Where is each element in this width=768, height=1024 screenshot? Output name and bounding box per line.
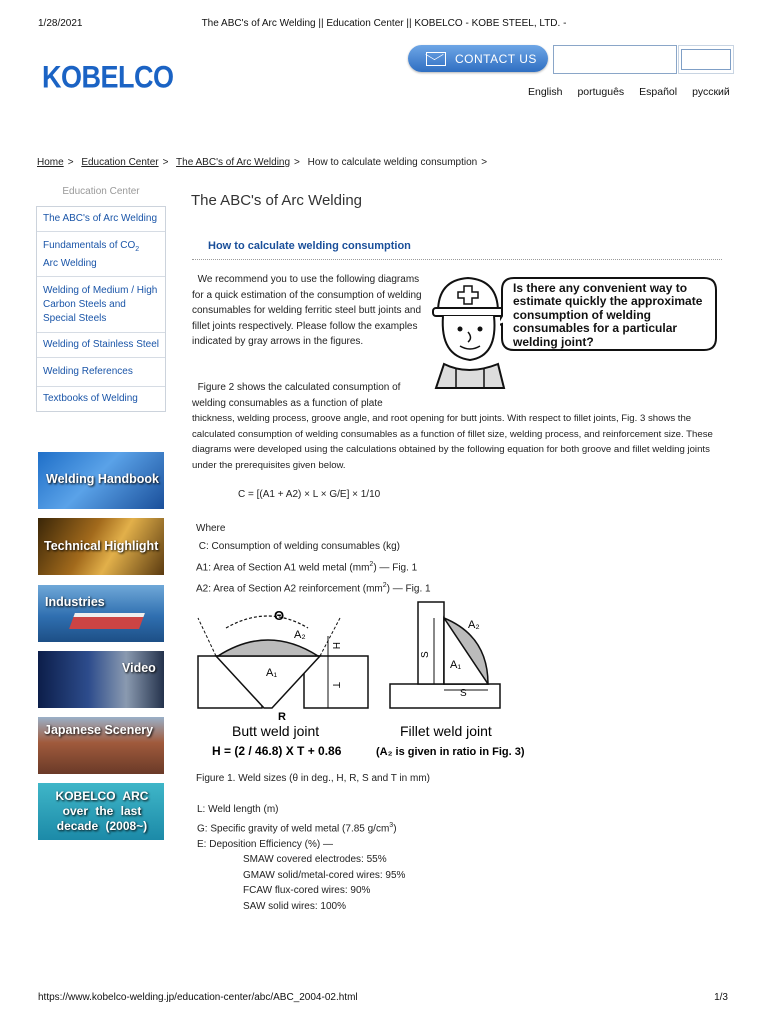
breadcrumb-home[interactable]: Home xyxy=(37,157,64,168)
language-switcher xyxy=(528,86,745,98)
lang-english[interactable]: English xyxy=(528,86,563,98)
efficiency-fcaw: FCAW flux-cored wires: 90% xyxy=(243,885,371,897)
theta-label: Θ xyxy=(274,608,285,623)
efficiency-gmaw: GMAW solid/metal-cored wires: 95% xyxy=(243,869,406,881)
kobelco-logo[interactable]: KOBELCO xyxy=(42,60,174,95)
banner-industries[interactable]: Industries xyxy=(38,585,164,642)
s-label-horizontal: S xyxy=(460,688,467,699)
a1-label-fillet: A₁ xyxy=(450,659,462,671)
efficiency-saw: SAW solid wires: 100% xyxy=(243,900,346,912)
lang-russian[interactable]: русский xyxy=(692,86,730,98)
fillet-joint-title: Fillet weld joint xyxy=(400,723,492,739)
print-url: https://www.kobelco-welding.jp/education-center/abc/ABC_2004-02.html xyxy=(38,992,358,1003)
section-title: How to calculate welding consumption xyxy=(208,240,411,252)
contact-us-button[interactable] xyxy=(408,45,548,72)
breadcrumb-abc-arc-welding[interactable]: The ABC's of Arc Welding xyxy=(176,157,291,168)
breadcrumb-education-center[interactable]: Education Center xyxy=(81,157,159,168)
a1-label-butt: A₁ xyxy=(266,667,278,679)
envelope-icon xyxy=(426,52,446,66)
butt-joint-title: Butt weld joint xyxy=(232,723,320,739)
print-title: The ABC's of Arc Welding || Education Center || KOBELCO - KOBE STEEL, LTD. - xyxy=(201,18,567,29)
s-label-vertical: S xyxy=(420,651,431,658)
sidebar-menu xyxy=(36,206,166,412)
fillet-joint-note: (A₂ is given in ratio in Fig. 3) xyxy=(376,746,525,758)
a1-definition: A1: Area of Section A1 weld metal $(mm^2)$ — Fig. 1 xyxy=(196,561,418,574)
figure2-paragraph-rest: thickness, welding process, groove angle, and root opening for butt joints. With respect to fillet joints, Fig. 3 shows the calculated consumption of welding consumables as a function of fillet size, welding process, and reinforcement size. These diagrams were developed using the calculations obtained by the following equation for both groove and fillet welding joints under the prerequisites given below. xyxy=(192,413,713,471)
g-definition: G: Specific gravity of weld metal (7.85 $g/cm^3$) xyxy=(197,821,397,834)
figure1-caption: Figure 1. Weld sizes (θ in deg., H, R, S and T in mm) xyxy=(196,773,430,784)
sidebar-item-co2-fundamentals[interactable]: Fundamentals of $CO_2$ Arc Welding xyxy=(37,231,165,276)
sidebar-item-medium-carbon[interactable]: Welding of Medium / High Carbon Steels and Special Steels xyxy=(37,276,165,332)
a2-label-butt: A₂ xyxy=(294,629,306,641)
t-label: T xyxy=(330,682,341,689)
h-label: H xyxy=(330,642,341,650)
section-divider xyxy=(192,259,722,260)
banner-video[interactable]: Video xyxy=(38,651,164,708)
print-page-number: 1/3 xyxy=(714,992,728,1003)
a2-label-fillet: A₂ xyxy=(468,619,480,631)
banner-welding-handbook[interactable]: Welding Handbook xyxy=(38,452,164,509)
sidebar-item-abc[interactable]: The ABC's of Arc Welding xyxy=(43,213,157,224)
speech-bubble-text: Is there any convenient way to estimate quickly the approximate consumption of welding consumables for a particular welding joint? xyxy=(513,281,703,349)
figure2-paragraph-start: Figure 2 shows the calculated consumption of welding consumables as a function of plate xyxy=(192,382,401,409)
sidebar-item-textbooks[interactable]: Textbooks of Welding xyxy=(37,386,165,411)
efficiency-smaw: SMAW covered electrodes: 55% xyxy=(243,854,387,866)
search-button[interactable] xyxy=(678,45,734,74)
c-definition: C: Consumption of welding consumables (kg) xyxy=(198,541,400,552)
weld-size-figure xyxy=(196,598,536,763)
sidebar-item-references[interactable]: Welding References xyxy=(37,357,165,386)
r-label: R xyxy=(278,711,286,723)
butt-joint-formula: H = (2 / 46.8) X T + 0.86 xyxy=(212,744,342,758)
parameter-definitions xyxy=(197,802,405,914)
banner-japanese-scenery[interactable]: Japanese Scenery xyxy=(38,717,164,774)
breadcrumb: Home > Education Center > The ABC's of Arc Welding > How to calculate welding consumption > xyxy=(37,157,488,168)
e-definition: E: Deposition Efficiency (%) — xyxy=(197,838,333,850)
page-title: The ABC's of Arc Welding xyxy=(191,192,362,209)
breadcrumb-current: How to calculate welding consumption xyxy=(307,157,478,168)
banner-kobelco-arc[interactable]: KOBELCO ARC over the last decade (2008~) xyxy=(38,783,164,840)
intro-paragraph: We recommend you to use the following diagrams for a quick estimation of the consumption of welding consumables for welding ferritic steel butt joints and fillet joints respectively. Please follow the examples indicated by gray arrows in the figures. xyxy=(192,274,422,347)
search-input[interactable] xyxy=(553,45,677,74)
sidebar-item-stainless[interactable]: Welding of Stainless Steel xyxy=(37,332,165,357)
sidebar-title: Education Center xyxy=(62,186,140,197)
banner-technical-highlight[interactable]: Technical Highlight xyxy=(38,518,164,575)
contact-us-label: CONTACT US xyxy=(455,51,537,66)
consumption-equation: C = [(A1 + A2) × L × G/E] × 1/10 xyxy=(238,489,381,500)
lang-espanol[interactable]: Español xyxy=(639,86,678,98)
variable-definitions xyxy=(196,520,431,599)
print-date: 1/28/2021 xyxy=(38,18,83,29)
l-definition: L: Weld length (m) xyxy=(197,804,279,815)
a2-definition: A2: Area of Section A2 reinforcement $(mm^2)$ — Fig. 1 xyxy=(196,582,431,595)
where-label: Where xyxy=(196,523,226,534)
lang-portugues[interactable]: português xyxy=(577,86,625,98)
